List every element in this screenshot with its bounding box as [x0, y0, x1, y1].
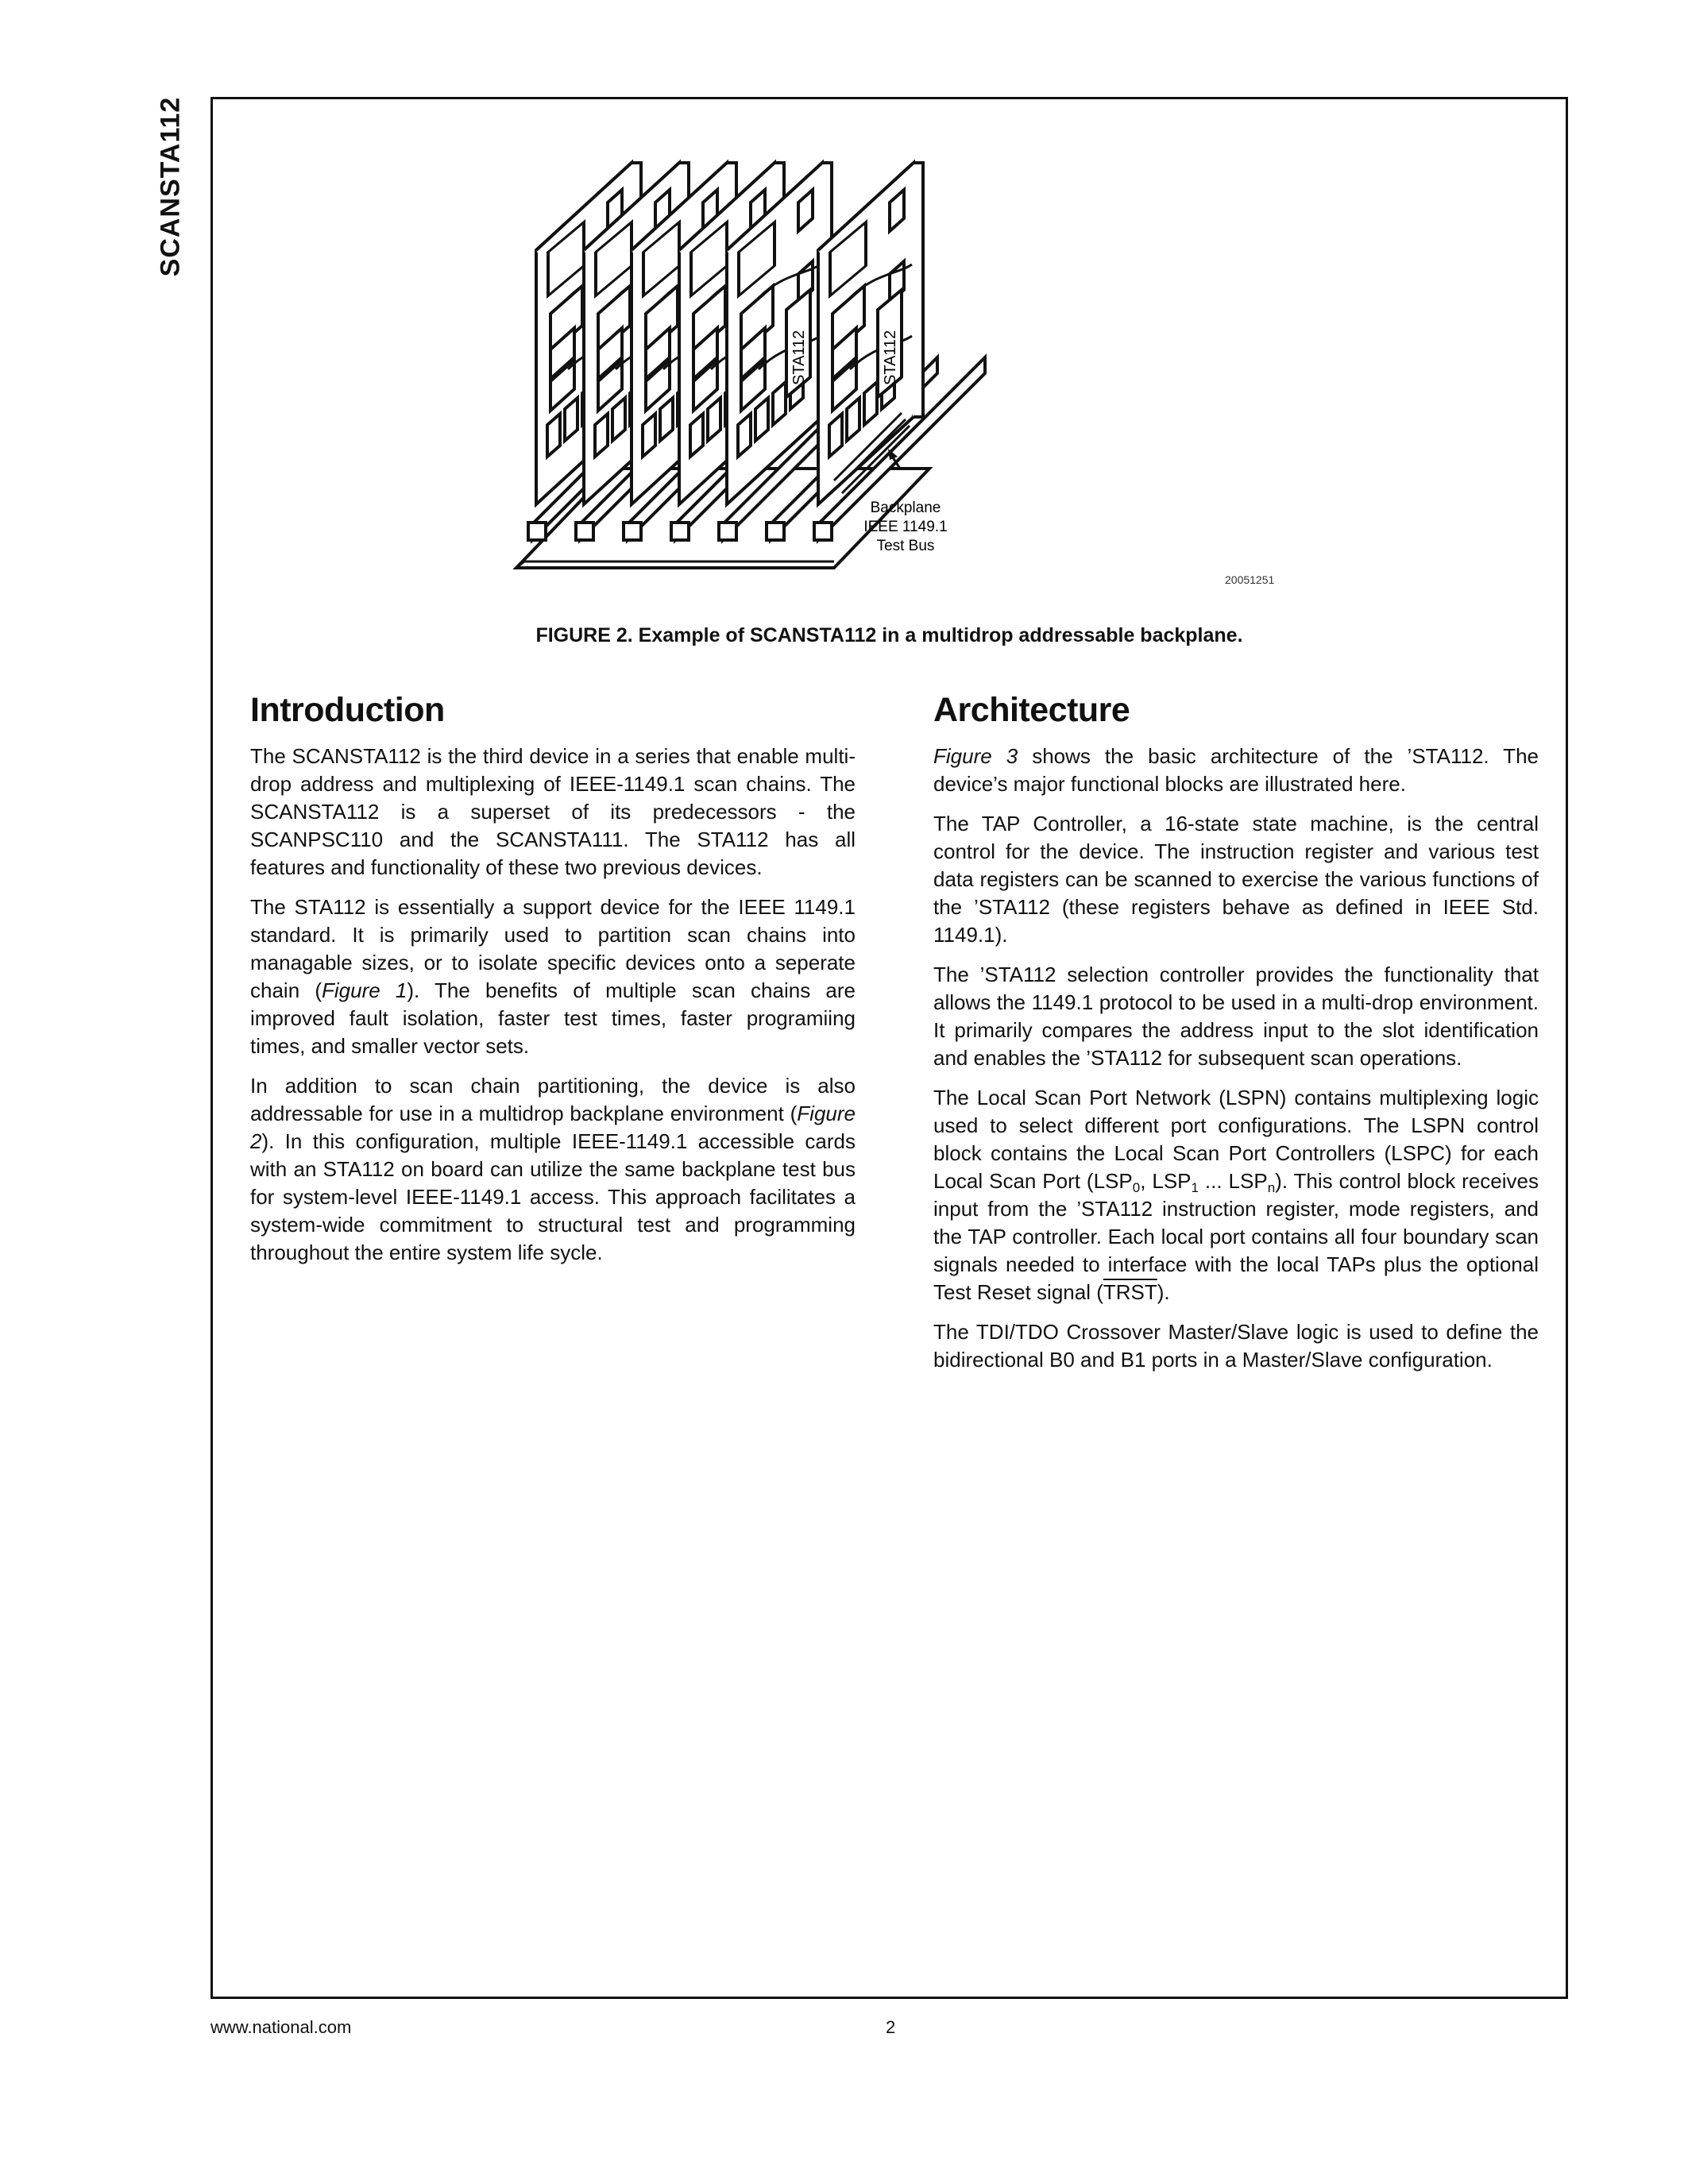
callout-line-1: Backplane: [870, 500, 941, 516]
backplane-figure: [500, 155, 1311, 600]
intro-paragraph-3: In addition to scan chain partitioning, the device is also addressable for use in a multidrop backplane environment (Figure 2). In this configuration, multiple IEEE-1149.1 accessible cards with an STA112 on board can utilize the same backplane test bus for system-level IEEE-1149.1 access. This approach facilitates a system-wide commitment to structural test and programming throughout the entire system life sycle.: [250, 1074, 856, 1265]
svg-text:STA112: STA112: [790, 330, 808, 385]
svg-text:STA112: STA112: [882, 330, 899, 385]
footer-url[interactable]: www.national.com: [211, 2017, 352, 2037]
figure-ref[interactable]: Figure 1: [322, 978, 408, 1003]
arch-paragraph-4: The Local Scan Port Network (LSPN) contains multiplexing logic used to select different port configurations. The LSPN control block contains the Local Scan Port Controllers (LSPC) for each Local Scan Port ($LSP_0$, $LSP_1$ ... $LSP_n$). This control block receives input from the ’STA112 instruction register, mode registers, and the TAP controller. Each local port contains all four boundary scan signals needed to interface with the local TAPs plus the optional Test Reset signal (TRST).: [933, 1086, 1539, 1305]
side-title-text: SCANSTA112: [155, 96, 186, 277]
arch-paragraph-3: The ’STA112 selection controller provides the functionality that allows the 1149.1 protocol to be used in a multi-drop environment. It primarily compares the address input to the slot identification and enables the ’STA112 for subsequent scan operations.: [933, 963, 1539, 1071]
intro-paragraph-1: The SCANSTA112 is the third device in a series that enable multi-drop address and multiplexing of IEEE-1149.1 scan chains. The SCANSTA112 is a superset of its predecessors - the SCANPSC110 and the SCANSTA111. The STA112 has all features and functionality of these two previous devices.: [250, 744, 856, 880]
side-title: [147, 95, 195, 278]
callout-line-3: Test Bus: [876, 538, 935, 554]
introduction-heading: Introduction: [250, 691, 445, 729]
page-number: 2: [886, 2017, 896, 2037]
architecture-section: [933, 691, 1539, 1386]
figure-caption: FIGURE 2. Example of SCANSTA112 in a multidrop addressable backplane.: [535, 624, 1243, 646]
introduction-section: [250, 691, 856, 1279]
sta112-chip: [878, 290, 902, 397]
arch-paragraph-1: Figure 3 shows the basic architecture of the ’STA112. The device’s major functional blocks are illustrated here.: [933, 744, 1539, 797]
callout-line-2: IEEE 1149.1: [863, 519, 948, 535]
intro-paragraph-2: The STA112 is essentially a support device for the IEEE 1149.1 standard. It is primarily used to partition scan chains into managable sizes, or to isolate specific devices onto a seperate chain (Figure 1). The benefits of multiple scan chains are improved fault isolation, faster test times, faster programiing times, and smaller vector sets.: [250, 895, 856, 1059]
figure-ref[interactable]: Figure 3: [933, 744, 1018, 769]
architecture-heading: Architecture: [933, 691, 1130, 729]
figure-ref[interactable]: Figure 2: [250, 1102, 856, 1154]
figure-code: 20051251: [1225, 573, 1275, 586]
arch-paragraph-5: The TDI/TDO Crossover Master/Slave logic is used to define the bidirectional B0 and B1 ports in a Master/Slave configuration.: [933, 1320, 1539, 1372]
sta112-chip: [786, 290, 810, 397]
arch-paragraph-2: The TAP Controller, a 16-state state machine, is the central control for the device. The instruction register and various test data registers can be scanned to exercise the various functions of the ’STA112 (these registers behave as defined in IEEE Std. 1149.1).: [933, 812, 1539, 947]
trst-signal: TRST: [1103, 1280, 1157, 1305]
